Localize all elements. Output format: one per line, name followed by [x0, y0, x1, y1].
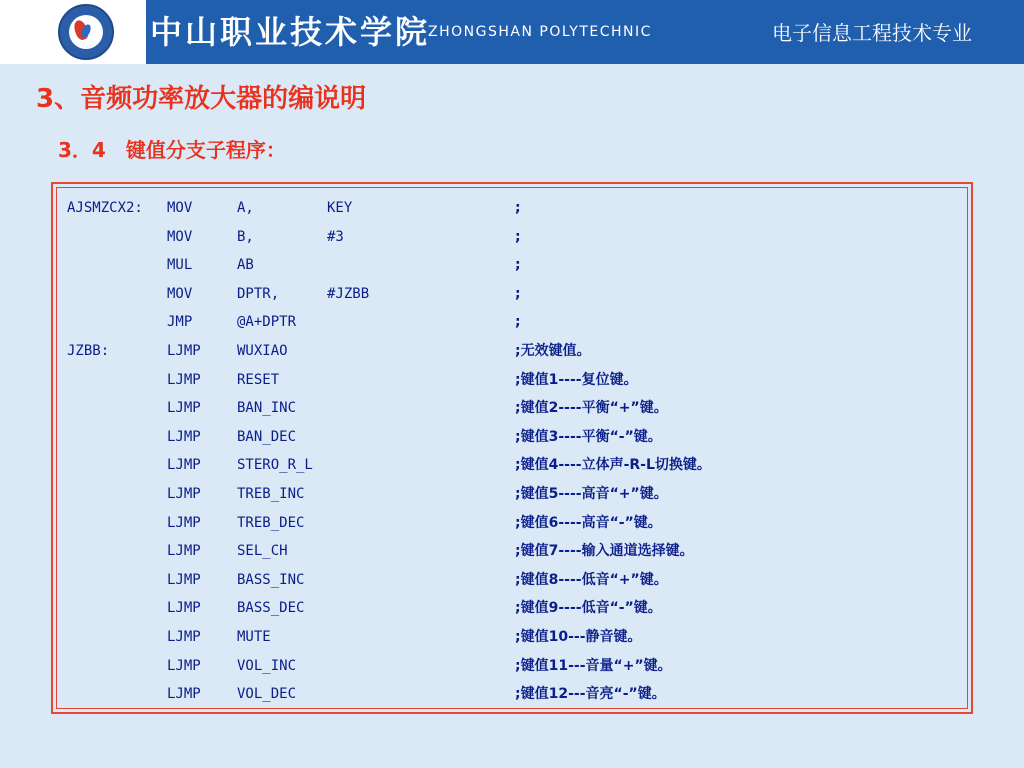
code-opcode: LJMP: [167, 686, 201, 703]
code-opcode: MUL: [167, 257, 193, 274]
code-operand: BASS_DEC: [237, 600, 305, 617]
code-comment: ;键值4----立体声-R-L切换键。: [515, 457, 711, 474]
code-operand: TREB_DEC: [237, 514, 305, 531]
code-comment: ;键值8----低音“+”键。: [515, 571, 668, 588]
code-line: [57, 251, 967, 279]
code-line: [57, 509, 967, 537]
code-opcode: LJMP: [167, 657, 201, 674]
code-comment: ;: [515, 200, 521, 216]
code-opcode: LJMP: [167, 343, 201, 359]
code-line: [57, 480, 967, 508]
code-line: [57, 366, 967, 394]
slide-subtitle: 3．4 键值分支子程序：: [58, 138, 286, 162]
code-operand: MUTE: [237, 629, 271, 645]
code-line: [57, 394, 967, 422]
code-line: [57, 423, 967, 451]
code-opcode: LJMP: [167, 400, 201, 417]
code-comment: ;键值7----输入通道选择键。: [515, 543, 694, 560]
code-comment: ;: [515, 257, 521, 274]
code-label: JZBB:: [67, 343, 110, 359]
code-opcode: LJMP: [167, 371, 201, 388]
code-line: [57, 537, 967, 565]
code-listing-inner: [56, 187, 968, 709]
code-operand-2: #3: [327, 228, 344, 245]
school-emblem-icon: [58, 4, 114, 60]
code-line: [57, 308, 967, 336]
code-comment: ;: [515, 314, 521, 331]
header-bar: [0, 0, 1024, 64]
code-comment: ;键值3----平衡“-”键。: [515, 428, 662, 445]
code-operand: BAN_DEC: [237, 428, 297, 445]
code-line: [57, 451, 967, 479]
code-comment: ;无效键值。: [515, 343, 591, 359]
code-line: [57, 194, 967, 222]
code-operand: AB: [237, 257, 254, 274]
code-operand: RESET: [237, 371, 280, 388]
code-comment: ;: [515, 285, 521, 302]
code-comment: ;键值9----低音“-”键。: [515, 600, 662, 617]
code-opcode: JMP: [167, 314, 193, 331]
code-opcode: LJMP: [167, 571, 201, 588]
code-opcode: LJMP: [167, 600, 201, 617]
code-operand: @A+DPTR: [237, 314, 297, 331]
code-operand: VOL_INC: [237, 657, 297, 674]
code-comment: ;键值5----高音“+”键。: [515, 486, 668, 502]
code-operand: SEL_CH: [237, 543, 288, 560]
code-opcode: MOV: [167, 285, 193, 302]
code-opcode: LJMP: [167, 457, 201, 474]
code-comment: ;键值12---音亮“-”键。: [515, 686, 666, 703]
code-opcode: MOV: [167, 228, 193, 245]
code-line: [57, 652, 967, 680]
code-operand: BAN_INC: [237, 400, 297, 417]
code-opcode: LJMP: [167, 629, 201, 645]
code-opcode: LJMP: [167, 428, 201, 445]
code-operand: BASS_INC: [237, 571, 305, 588]
code-line: [57, 623, 967, 651]
code-opcode: LJMP: [167, 486, 201, 502]
code-operand: WUXIAO: [237, 343, 288, 359]
code-operand: TREB_INC: [237, 486, 305, 502]
slide-title: 3、音频功率放大器的编说明: [36, 84, 367, 114]
school-name-en: ZHONGSHAN POLYTECHNIC: [428, 24, 652, 40]
code-comment: ;键值2----平衡“+”键。: [515, 400, 668, 417]
code-operand-2: KEY: [327, 200, 353, 216]
code-comment: ;键值6----高音“-”键。: [515, 514, 662, 531]
code-opcode: LJMP: [167, 514, 201, 531]
code-line: [57, 594, 967, 622]
code-comment: ;: [515, 228, 521, 245]
code-line: [57, 337, 967, 365]
code-operand: A,: [237, 200, 254, 216]
code-operand: VOL_DEC: [237, 686, 297, 703]
code-comment: ;键值11---音量“+”键。: [515, 657, 672, 674]
code-opcode: LJMP: [167, 543, 201, 560]
code-label: AJSMZCX2:: [67, 200, 143, 216]
code-comment: ;键值10---静音键。: [515, 629, 642, 645]
code-line: [57, 223, 967, 251]
logo-area: [0, 0, 146, 64]
school-name-cn: 中山职业技术学院: [150, 13, 431, 51]
code-opcode: MOV: [167, 200, 193, 216]
code-operand: B,: [237, 228, 254, 245]
code-operand: DPTR,: [237, 285, 280, 302]
code-line: [57, 680, 967, 708]
department-label: 电子信息工程技术专业: [772, 21, 972, 45]
code-line: [57, 566, 967, 594]
code-operand-2: #JZBB: [327, 285, 370, 302]
code-operand: STERO_R_L: [237, 457, 313, 474]
code-line: [57, 280, 967, 308]
code-listing: [51, 182, 973, 714]
code-comment: ;键值1----复位键。: [515, 371, 638, 388]
